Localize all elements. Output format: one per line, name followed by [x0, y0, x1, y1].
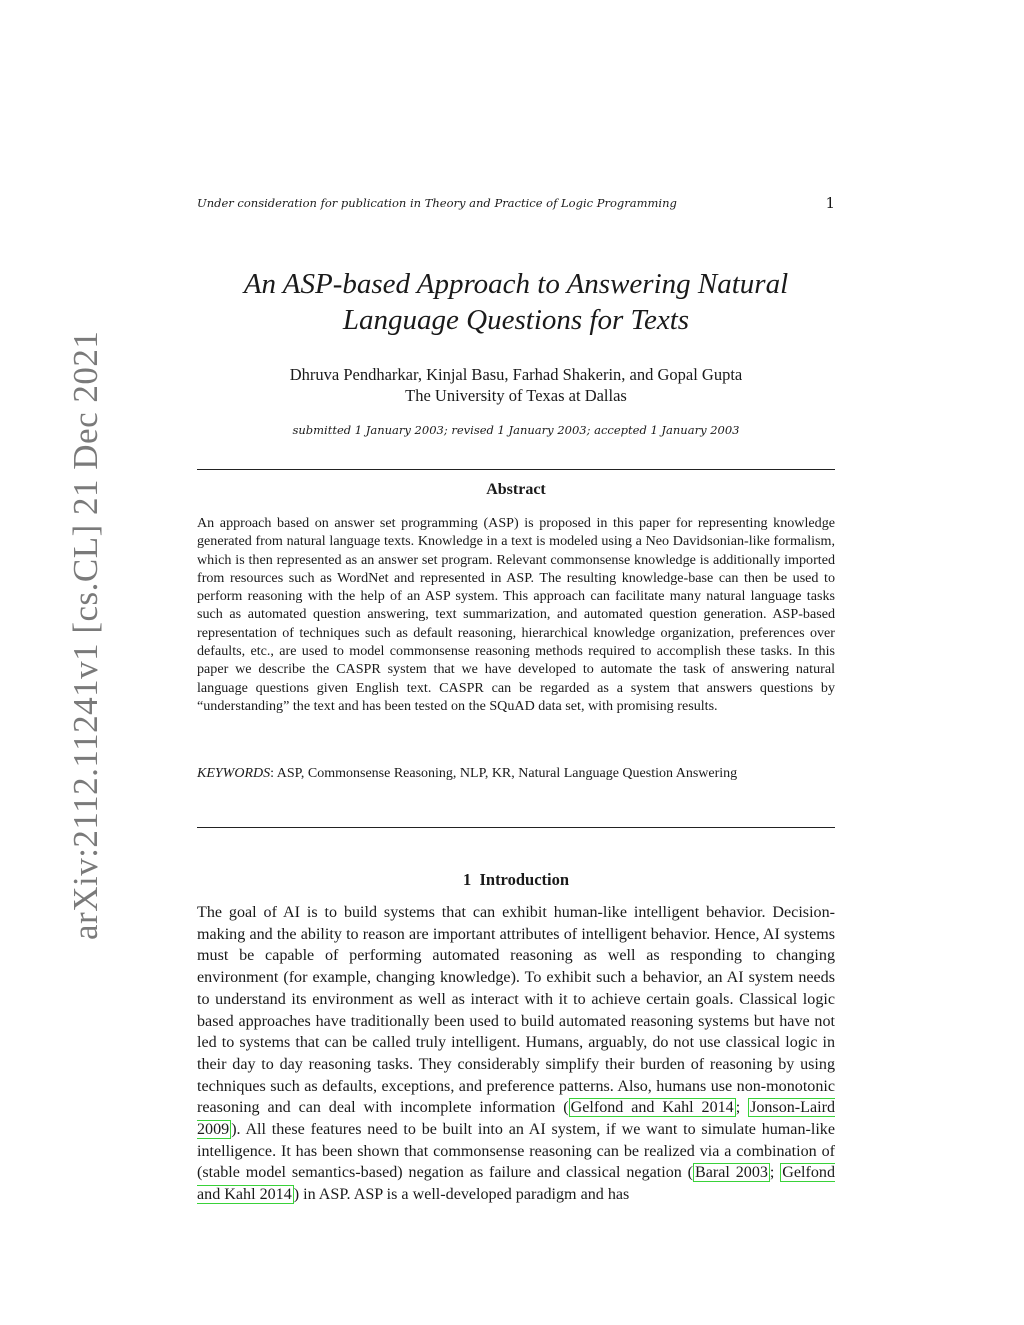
citation-gelfond-kahl-2014[interactable]: Gelfond and Kahl 2014	[197, 1164, 836, 1204]
abstract-bottom-rule	[197, 827, 835, 828]
section-title: Introduction	[479, 870, 570, 889]
introduction-paragraph	[197, 902, 835, 1206]
abstract-heading: Abstract	[486, 481, 546, 498]
keywords	[197, 765, 837, 783]
submission-dates: submitted 1 January 2003; revised 1 January 2003; accepted 1 January 2003	[292, 423, 740, 437]
intro-text-1: The goal of AI is to build systems that can exhibit human-like intelligent behavior. Decision-making and the ability to reason are important attributes of intelligent behavior. Hence, AI systems must be capable of performing automated reasoning as well as responding to changing environment (for example, changing knowledge). To exhibit such a behavior, an AI system needs to understand its environment as well as interact with it to achieve certain goals. Classical logic based approaches have traditionally been used to build automated reasoning systems but have not led to systems that can be called truly intelligent. Humans, arguably, do not use classical logic in their day to day reasoning tasks. They considerably simplify their burden of reasoning by using techniques such as defaults, exceptions, and preference patterns. Also, humans use non-monotonic reasoning and can deal with incomplete information (	[197, 904, 835, 1117]
intro-text-2: ). All these features need to be built into an AI system, if we want to simulate human-like intelligence. It has been shown that commonsense reasoning can be realized via a combination of (stable model semantics-based) negation as failure and classical negation (	[197, 1121, 835, 1182]
paper-title	[197, 266, 835, 338]
affiliation: The University of Texas at Dallas	[405, 386, 627, 405]
running-header-text: Under consideration for publication in Theory and Practice of Logic Programming	[197, 196, 677, 210]
abstract-top-rule	[197, 469, 835, 470]
title-line-2: Language Questions for Texts	[342, 304, 690, 336]
author-block	[197, 364, 835, 406]
arxiv-side-stamp: arXiv:2112.11241v1 [cs.CL] 21 Dec 2021	[66, 330, 105, 940]
section-heading	[197, 870, 835, 890]
title-line-1: An ASP-based Approach to Answering Natural	[243, 268, 789, 300]
page-number: 1	[825, 194, 835, 212]
citation-jonson-laird-2009[interactable]: Jonson-Laird 2009	[197, 1099, 836, 1139]
keywords-label: KEYWORDS	[197, 766, 271, 781]
citation-gelfond-kahl-2014[interactable]: Gelfond and Kahl 2014	[570, 1099, 734, 1117]
citation-separator: ;	[735, 1099, 749, 1117]
keywords-list: : ASP, Commonsense Reasoning, NLP, KR, Natural Language Question Answering	[270, 766, 738, 781]
authors: Dhruva Pendharkar, Kinjal Basu, Farhad Shakerin, and Gopal Gupta	[289, 365, 743, 384]
intro-text-3: ) in ASP. ASP is a well-developed paradigm and has	[293, 1186, 630, 1204]
citation-baral-2003[interactable]: Baral 2003	[695, 1164, 768, 1182]
running-header	[197, 196, 835, 212]
abstract-text: An approach based on answer set programming (ASP) is proposed in this paper for representing knowledge generated from natural language texts. Knowledge in a text is modeled using a Neo Davidsonian-like formalism, which is then represented as an answer set program. Relevant commonsense knowledge is additionally imported from resources such as WordNet and represented in ASP. The resulting knowledge-base can then be used to perform reasoning with the help of an ASP system. This approach can facilitate many natural language tasks such as automated question answering, text summarization, and automated question generation. ASP-based representation of techniques such as default reasoning, hierarchical knowledge organization, preferences over defaults, etc., are used to model commonsense reasoning methods required to accomplish these tasks. In this paper we describe the CASPR system that we have developed to automate the task of answering natural language questions given English text. CASPR can be regarded as a system that answers questions by “understanding” the text and has been tested on the SQuAD data set, with promising results.	[197, 515, 835, 714]
citation-separator: ;	[769, 1164, 781, 1182]
section-number: 1	[462, 870, 472, 889]
